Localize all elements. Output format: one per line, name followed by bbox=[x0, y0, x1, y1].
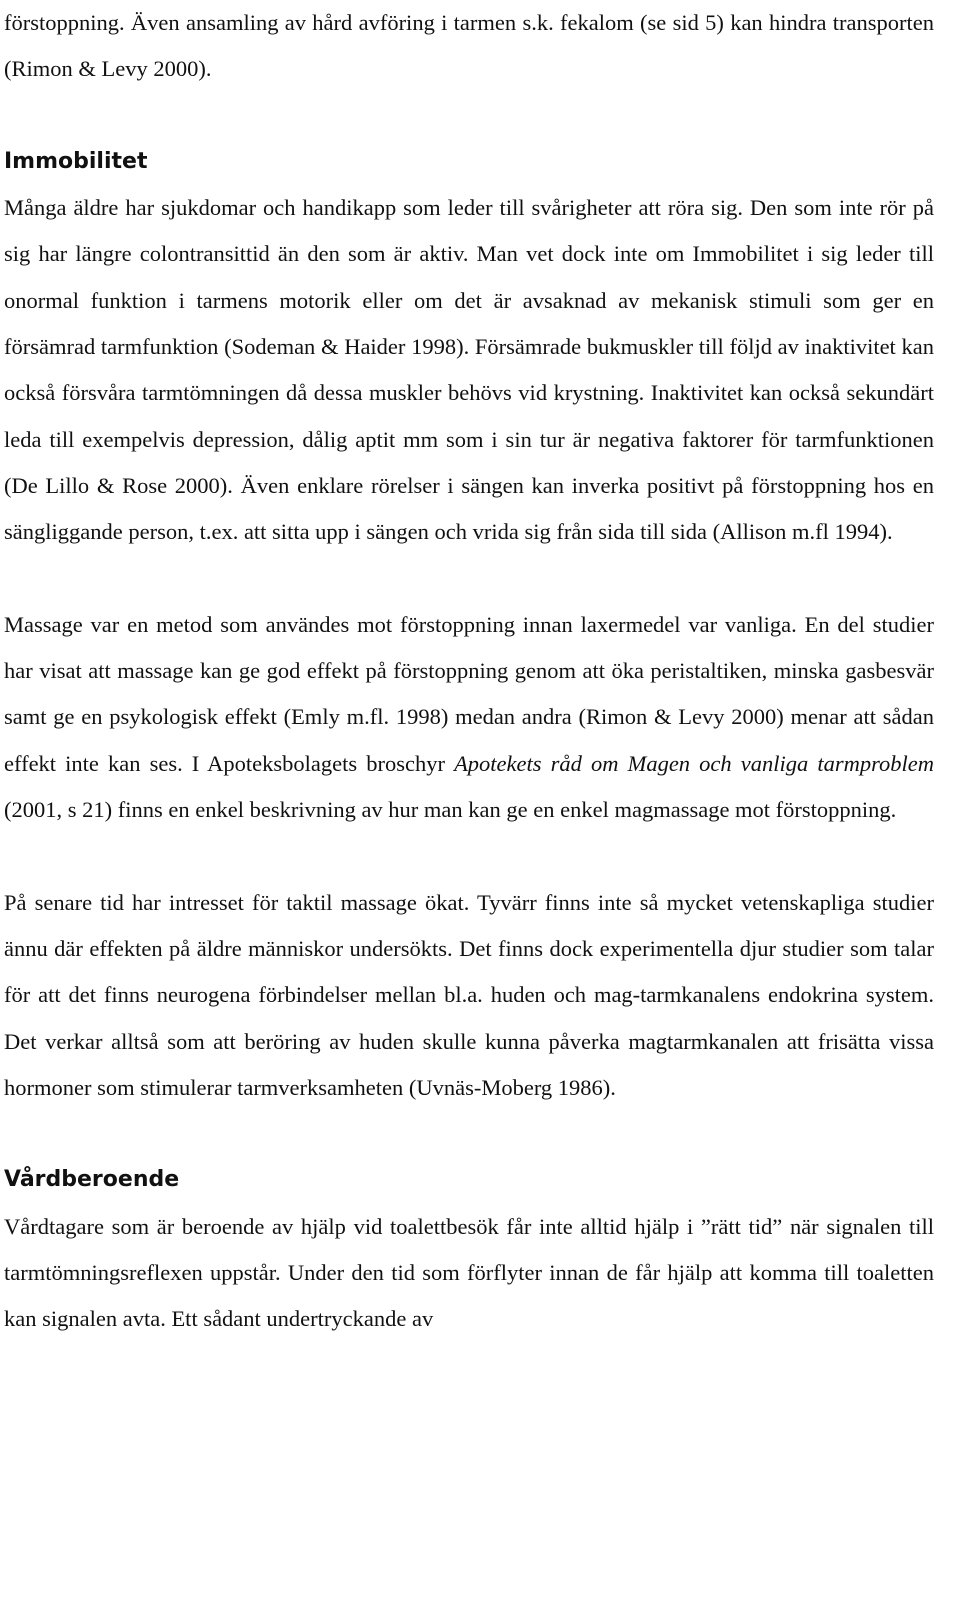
brochure-title: Apotekets råd om Magen och vanliga tarmproblem bbox=[454, 750, 934, 776]
immobilitet-paragraph: Många äldre har sjukdomar och handikapp som leder till svårigheter att röra sig. Den som inte rör på sig har längre colontransittid än den som är aktiv. Man vet dock inte om Immobilitet i sig leder till onormal funktion i tarmens motorik eller om det är avsaknad av mekanisk stimuli som ger en försämrad tarmfunktion (Sodeman & Haider 1998). Försämrade bukmuskler till följd av inaktivitet kan också försvåra tarmtömningen då dessa muskler behövs vid krystning. Inaktivitet kan också sekundärt leda till exempelvis depression, dålig aptit mm som i sin tur är negativa faktorer för tarmfunktionen (De Lillo & Rose 2000). Även enklare rörelser i sängen kan inverka positivt på förstoppning hos en sängliggande person, t.ex. att sitta upp i sängen och vrida sig från sida till sida (Allison m.fl 1994). bbox=[4, 195, 934, 545]
vardberoende-paragraph: Vårdtagare som är beroende av hjälp vid toalettbesök får inte alltid hjälp i ”rätt tid” när signalen till tarmtömningsreflexen uppstår. Under den tid som förflyter innan de får hjälp att komma till toaletten kan signalen avta. Ett sådant undertryckande av bbox=[4, 1213, 934, 1332]
massage-paragraph bbox=[4, 602, 934, 833]
paragraph-spacer bbox=[4, 93, 934, 139]
document-page bbox=[4, 0, 934, 1343]
paragraph-spacer bbox=[4, 833, 934, 879]
section-heading-immobilitet: Immobilitet bbox=[4, 148, 148, 174]
section-heading-vardberoende: Vårdberoende bbox=[4, 1167, 180, 1193]
massage-text-before-title: Massage var en metod som användes mot förstoppning innan laxermedel var vanliga. En del studier har visat att massage kan ge god effekt på förstoppning genom att öka peristaltiken, minska gasbesvär samt ge en psykologisk effekt (Emly m.fl. 1998) medan andra (Rimon & Levy 2000) menar att sådan effekt inte kan ses. I Apoteksbolagets broschyr bbox=[4, 611, 934, 776]
paragraph-spacer bbox=[4, 556, 934, 602]
intro-paragraph: förstoppning. Även ansamling av hård avföring i tarmen s.k. fekalom (se sid 5) kan hindra transporten (Rimon & Levy 2000). bbox=[4, 10, 934, 82]
massage-text-after-title: (2001, s 21) finns en enkel beskrivning av hur man kan ge en enkel magmassage mot förstoppning. bbox=[4, 797, 897, 823]
taktil-massage-paragraph: På senare tid har intresset för taktil massage ökat. Tyvärr finns inte så mycket vetenskapliga studier ännu där effekten på äldre människor undersökts. Det finns dock experimentella djur studier som talar för att det finns neurogena förbindelser mellan bl.a. huden och mag-tarmkanalens endokrina system. Det verkar alltså som att beröring av huden skulle kunna påverka magtarmkanalen att frisätta vissa hormoner som stimulerar tarmverksamheten (Uvnäs-Moberg 1986). bbox=[4, 889, 934, 1100]
paragraph-spacer bbox=[4, 1111, 934, 1157]
